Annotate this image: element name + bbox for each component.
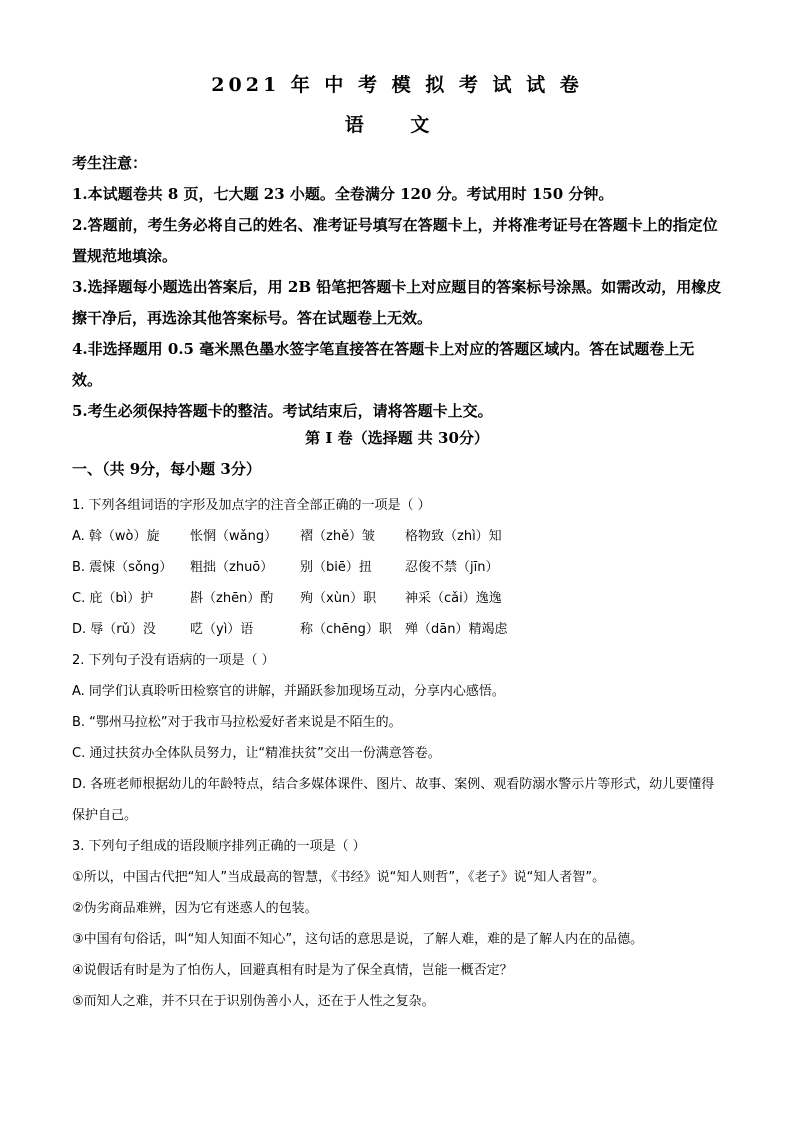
subject-title: 语 文 <box>344 114 450 136</box>
question-3-sentence-3: ③中国有句俗话，叫“知人知面不知心”，这句话的意思是说，了解人难，难的是了解人内在的品德。 <box>72 932 644 947</box>
question-2-option-a: A. 同学们认真聆听田检察官的讲解，并踊跃参加现场互动，分享内心感悟。 <box>72 684 505 699</box>
option-word: 斟（zhēn）酌 <box>190 591 274 606</box>
option-word: 褶（zhě）皱 <box>300 529 376 544</box>
note-item-1: 1.本试题卷共 8 页，七大题 23 小题。全卷满分 120 分。考试用时 150 分钟。 <box>72 185 614 203</box>
option-word: 呓（yì）语 <box>190 622 254 637</box>
part-title: 一、（共 9分，每小题 3分） <box>72 460 261 478</box>
question-1-option-a <box>72 521 724 552</box>
exam-title: 2021 年 中 考 模 拟 考 试 试 卷 <box>211 74 583 96</box>
option-word: 神采（cǎi）逸逸 <box>405 591 502 606</box>
question-3-stem: 3. 下列句子组成的语段顺序排列正确的一项是（ ） <box>72 839 366 854</box>
option-word: A. 斡（wò）旋 <box>72 529 160 544</box>
question-2-option-d: D. 各班老师根据幼儿的年龄特点，结合多媒体课件、图片、故事、案例、观看防溺水警示片等形式，幼儿要懂得保护自己。 <box>72 777 715 823</box>
option-word: D. 辱（rǔ）没 <box>72 622 156 637</box>
question-2-option-c: C. 通过扶贫办全体队员努力，让“精准扶贫”交出一份满意答卷。 <box>72 746 441 761</box>
option-word: 格物致（zhì）知 <box>405 529 502 544</box>
note-item-2: 2.答题前，考生务必将自己的姓名、准考证号填写在答题卡上，并将准考证号在答题卡上的指定位置规范地填涂。 <box>72 216 718 265</box>
candidate-notes <box>72 148 724 427</box>
option-word: 怅惘（wǎng） <box>190 529 278 544</box>
option-word: 殚（dān）精竭虑 <box>405 622 508 637</box>
question-1-option-c <box>72 583 724 614</box>
questions <box>72 490 724 1017</box>
question-1-stem: 1. 下列各组词语的字形及加点字的注音全部正确的一项是（ ） <box>72 498 431 513</box>
option-word: 称（chēng）职 <box>300 622 392 637</box>
section-title: 第 I 卷（选择题 共 30分） <box>305 429 489 447</box>
question-3-sentence-5: ⑤而知人之难，并不只在于识别伪善小人，还在于人性之复杂。 <box>72 994 435 1009</box>
option-word: C. 庇（bì）护 <box>72 591 154 606</box>
option-word: 殉（xùn）职 <box>300 591 377 606</box>
note-item-4: 4.非选择题用 0.5 毫米黑色墨水签字笔直接答在答题卡上对应的答题区域内。答在试题卷上无效。 <box>72 340 695 389</box>
notes-heading: 考生注意： <box>72 154 148 172</box>
option-word: 忍俊不禁（jīn） <box>405 560 499 575</box>
question-1-option-d <box>72 614 724 645</box>
question-2-stem: 2. 下列句子没有语病的一项是（ ） <box>72 653 275 668</box>
question-1-option-b <box>72 552 724 583</box>
question-3-sentence-4: ④说假话有时是为了怕伤人，回避真相有时是为了保全真情，岂能一概否定？ <box>72 963 513 978</box>
option-word: 别（biē）扭 <box>300 560 372 575</box>
note-item-5: 5.考生必须保持答题卡的整洁。考试结束后，请将答题卡上交。 <box>72 402 493 420</box>
note-item-3: 3.选择题每小题选出答案后，用 2B 铅笔把答题卡上对应题目的答案标号涂黑。如需改动，用橡皮擦干净后，再选涂其他答案标号。答在试题卷上无效。 <box>72 278 722 327</box>
question-3-sentence-1: ①所以，中国古代把“知人”当成最高的智慧，《书经》说“知人则哲”，《老子》说“知人者智”。 <box>72 870 606 885</box>
question-3-sentence-2: ②伪劣商品难辨，因为它有迷惑人的包装。 <box>72 901 318 916</box>
option-word: B. 震悚（sǒng） <box>72 560 173 575</box>
option-word: 粗拙（zhuō） <box>190 560 274 575</box>
question-2-option-b: B. “鄂州马拉松”对于我市马拉松爱好者来说是不陌生的。 <box>72 715 402 730</box>
